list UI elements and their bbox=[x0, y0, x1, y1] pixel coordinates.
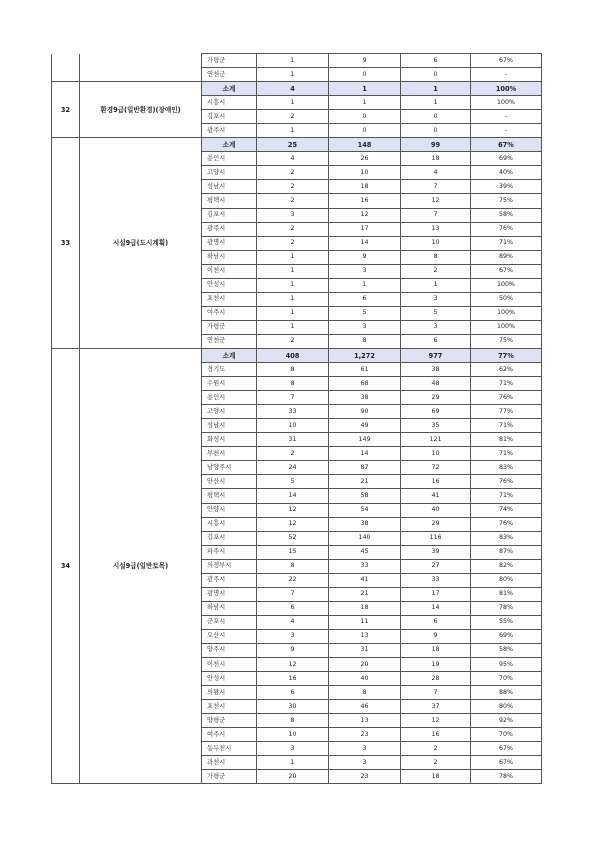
region-cell: 동두천시 bbox=[202, 742, 257, 756]
region-cell: 양평군 bbox=[202, 714, 257, 728]
a-cell: 8 bbox=[257, 377, 329, 391]
rate-cell: 75% bbox=[471, 334, 542, 348]
rate-cell: 100% bbox=[471, 96, 542, 110]
region-cell: 김포시 bbox=[202, 208, 257, 222]
rate-cell: 71% bbox=[471, 236, 542, 250]
a-cell: 52 bbox=[257, 531, 329, 545]
b-cell: 3 bbox=[329, 742, 401, 756]
a-cell: 12 bbox=[257, 658, 329, 672]
c-cell: 2 bbox=[401, 742, 471, 756]
a-cell: 4 bbox=[257, 152, 329, 166]
region-cell: 안성시 bbox=[202, 278, 257, 292]
rate-cell: 82% bbox=[471, 559, 542, 573]
rate-cell: 70% bbox=[471, 672, 542, 686]
c-cell: 18 bbox=[401, 643, 471, 657]
c-cell: 1 bbox=[401, 96, 471, 110]
c-cell: 72 bbox=[401, 461, 471, 475]
b-cell: 41 bbox=[329, 573, 401, 587]
rate-cell: 50% bbox=[471, 292, 542, 306]
region-cell: 광주시 bbox=[202, 573, 257, 587]
c-cell: 17 bbox=[401, 587, 471, 601]
b-cell: 17 bbox=[329, 222, 401, 236]
region-cell: 시흥시 bbox=[202, 517, 257, 531]
region-cell: 하남시 bbox=[202, 250, 257, 264]
rate-cell: 76% bbox=[471, 222, 542, 236]
c-cell: 29 bbox=[401, 391, 471, 405]
a-cell: 8 bbox=[257, 714, 329, 728]
a-cell: 6 bbox=[257, 601, 329, 615]
rate-cell: 80% bbox=[471, 573, 542, 587]
rate-cell: - bbox=[471, 68, 542, 82]
a-cell: 3 bbox=[257, 208, 329, 222]
b-cell: 23 bbox=[329, 728, 401, 742]
table-row bbox=[52, 54, 542, 68]
b-cell: 18 bbox=[329, 180, 401, 194]
region-cell: 시흥시 bbox=[202, 96, 257, 110]
a-cell: 1 bbox=[257, 96, 329, 110]
rate-cell: 87% bbox=[471, 545, 542, 559]
c-cell: 3 bbox=[401, 320, 471, 334]
a-cell: 5 bbox=[257, 475, 329, 489]
rate-cell: - bbox=[471, 110, 542, 124]
rate-cell: 89% bbox=[471, 250, 542, 264]
b-cell: 14 bbox=[329, 236, 401, 250]
subtotal-label: 소계 bbox=[202, 82, 257, 96]
b-cell: 54 bbox=[329, 503, 401, 517]
c-cell: 0 bbox=[401, 68, 471, 82]
b-cell: 0 bbox=[329, 110, 401, 124]
rate-cell: 69% bbox=[471, 152, 542, 166]
region-cell: 오산시 bbox=[202, 629, 257, 643]
c-cell: 0 bbox=[401, 110, 471, 124]
rate-cell: 67% bbox=[471, 742, 542, 756]
a-cell: 2 bbox=[257, 334, 329, 348]
group-title: 환경9급(일반환경)(장애인) bbox=[80, 82, 202, 138]
b-cell: 140 bbox=[329, 531, 401, 545]
region-cell: 양주시 bbox=[202, 643, 257, 657]
rate-cell: 71% bbox=[471, 489, 542, 503]
b-cell: 46 bbox=[329, 700, 401, 714]
region-cell: 여주시 bbox=[202, 728, 257, 742]
a-cell: 8 bbox=[257, 559, 329, 573]
b-cell: 0 bbox=[329, 124, 401, 138]
region-cell: 광명시 bbox=[202, 236, 257, 250]
a-cell: 20 bbox=[257, 770, 329, 784]
c-cell: 14 bbox=[401, 601, 471, 615]
c-cell: 18 bbox=[401, 152, 471, 166]
a-cell: 2 bbox=[257, 236, 329, 250]
b-cell: 3 bbox=[329, 320, 401, 334]
rate-cell: 78% bbox=[471, 770, 542, 784]
a-cell: 12 bbox=[257, 503, 329, 517]
subtotal-row bbox=[52, 348, 542, 362]
region-cell: 의정부시 bbox=[202, 559, 257, 573]
a-cell: 10 bbox=[257, 728, 329, 742]
b-cell: 61 bbox=[329, 363, 401, 377]
rate-cell: 67% bbox=[471, 756, 542, 770]
region-cell: 안성시 bbox=[202, 672, 257, 686]
a-cell: 1 bbox=[257, 278, 329, 292]
rate-cell: 58% bbox=[471, 208, 542, 222]
subtotal-rate-cell: 100% bbox=[471, 82, 542, 96]
region-cell: 광주시 bbox=[202, 124, 257, 138]
c-cell: 12 bbox=[401, 194, 471, 208]
a-cell: 2 bbox=[257, 447, 329, 461]
a-cell: 3 bbox=[257, 742, 329, 756]
c-cell: 6 bbox=[401, 334, 471, 348]
region-cell: 포천시 bbox=[202, 292, 257, 306]
region-cell: 고양시 bbox=[202, 405, 257, 419]
rate-cell: 71% bbox=[471, 377, 542, 391]
a-cell: 24 bbox=[257, 461, 329, 475]
rate-cell: 78% bbox=[471, 601, 542, 615]
c-cell: 7 bbox=[401, 208, 471, 222]
c-cell: 0 bbox=[401, 124, 471, 138]
a-cell: 2 bbox=[257, 110, 329, 124]
b-cell: 21 bbox=[329, 475, 401, 489]
b-cell: 14 bbox=[329, 447, 401, 461]
region-cell: 연천군 bbox=[202, 334, 257, 348]
c-cell: 48 bbox=[401, 377, 471, 391]
group-title: 시설9급(일반토목) bbox=[80, 348, 202, 783]
b-cell: 0 bbox=[329, 68, 401, 82]
a-cell: 12 bbox=[257, 517, 329, 531]
a-cell: 6 bbox=[257, 686, 329, 700]
subtotal-label: 소계 bbox=[202, 348, 257, 362]
group-number: 33 bbox=[52, 138, 80, 349]
subtotal-row bbox=[52, 82, 542, 96]
region-cell: 이천시 bbox=[202, 264, 257, 278]
b-cell: 90 bbox=[329, 405, 401, 419]
c-cell: 121 bbox=[401, 433, 471, 447]
a-cell: 14 bbox=[257, 489, 329, 503]
c-cell: 41 bbox=[401, 489, 471, 503]
region-cell: 안산시 bbox=[202, 475, 257, 489]
region-cell: 성남시 bbox=[202, 419, 257, 433]
subtotal-row bbox=[52, 138, 542, 152]
rate-cell: 81% bbox=[471, 587, 542, 601]
rate-cell: 76% bbox=[471, 391, 542, 405]
b-cell: 1 bbox=[329, 96, 401, 110]
c-cell: 16 bbox=[401, 728, 471, 742]
subtotal-rate-cell: 77% bbox=[471, 348, 542, 362]
rate-cell: 75% bbox=[471, 194, 542, 208]
a-cell: 2 bbox=[257, 180, 329, 194]
b-cell: 3 bbox=[329, 264, 401, 278]
region-cell: 고양시 bbox=[202, 166, 257, 180]
subtotal-rate-cell: 67% bbox=[471, 138, 542, 152]
region-cell: 부천시 bbox=[202, 447, 257, 461]
subtotal-b-cell: 148 bbox=[329, 138, 401, 152]
b-cell: 9 bbox=[329, 54, 401, 68]
subtotal-a-cell: 408 bbox=[257, 348, 329, 362]
c-cell: 2 bbox=[401, 264, 471, 278]
a-cell: 1 bbox=[257, 306, 329, 320]
a-cell: 1 bbox=[257, 264, 329, 278]
region-cell: 평택시 bbox=[202, 194, 257, 208]
b-cell: 38 bbox=[329, 391, 401, 405]
rate-cell: 95% bbox=[471, 658, 542, 672]
c-cell: 6 bbox=[401, 54, 471, 68]
b-cell: 38 bbox=[329, 517, 401, 531]
c-cell: 116 bbox=[401, 531, 471, 545]
rate-cell: 100% bbox=[471, 306, 542, 320]
subtotal-a-cell: 25 bbox=[257, 138, 329, 152]
a-cell: 22 bbox=[257, 573, 329, 587]
c-cell: 19 bbox=[401, 658, 471, 672]
rate-cell: 39% bbox=[471, 180, 542, 194]
region-cell: 안양시 bbox=[202, 503, 257, 517]
b-cell: 58 bbox=[329, 489, 401, 503]
rate-cell: 92% bbox=[471, 714, 542, 728]
b-cell: 16 bbox=[329, 194, 401, 208]
a-cell: 1 bbox=[257, 54, 329, 68]
c-cell: 7 bbox=[401, 180, 471, 194]
a-cell: 2 bbox=[257, 166, 329, 180]
rate-cell: 77% bbox=[471, 405, 542, 419]
c-cell: 6 bbox=[401, 615, 471, 629]
rate-cell: 83% bbox=[471, 461, 542, 475]
subtotal-b-cell: 1 bbox=[329, 82, 401, 96]
rate-cell: 83% bbox=[471, 531, 542, 545]
b-cell: 6 bbox=[329, 292, 401, 306]
rate-cell: 80% bbox=[471, 700, 542, 714]
a-cell: 7 bbox=[257, 391, 329, 405]
subtotal-c-cell: 977 bbox=[401, 348, 471, 362]
recruitment-results-table bbox=[51, 53, 542, 784]
rate-cell: 67% bbox=[471, 54, 542, 68]
rate-cell: 55% bbox=[471, 615, 542, 629]
a-cell: 2 bbox=[257, 222, 329, 236]
a-cell: 7 bbox=[257, 587, 329, 601]
b-cell: 20 bbox=[329, 658, 401, 672]
rate-cell: 100% bbox=[471, 320, 542, 334]
region-cell: 김포시 bbox=[202, 110, 257, 124]
b-cell: 87 bbox=[329, 461, 401, 475]
c-cell: 5 bbox=[401, 306, 471, 320]
b-cell: 49 bbox=[329, 419, 401, 433]
c-cell: 3 bbox=[401, 292, 471, 306]
region-cell: 가평군 bbox=[202, 320, 257, 334]
region-cell: 연천군 bbox=[202, 68, 257, 82]
a-cell: 16 bbox=[257, 672, 329, 686]
a-cell: 33 bbox=[257, 405, 329, 419]
b-cell: 9 bbox=[329, 250, 401, 264]
c-cell: 35 bbox=[401, 419, 471, 433]
c-cell: 29 bbox=[401, 517, 471, 531]
rate-cell: 76% bbox=[471, 475, 542, 489]
c-cell: 40 bbox=[401, 503, 471, 517]
c-cell: 12 bbox=[401, 714, 471, 728]
region-cell: 성남시 bbox=[202, 180, 257, 194]
c-cell: 2 bbox=[401, 756, 471, 770]
b-cell: 149 bbox=[329, 433, 401, 447]
region-cell: 파주시 bbox=[202, 545, 257, 559]
region-cell: 광명시 bbox=[202, 587, 257, 601]
a-cell: 2 bbox=[257, 194, 329, 208]
rate-cell: 88% bbox=[471, 686, 542, 700]
a-cell: 10 bbox=[257, 419, 329, 433]
rate-cell: 67% bbox=[471, 264, 542, 278]
region-cell: 광주시 bbox=[202, 222, 257, 236]
group-number: 34 bbox=[52, 348, 80, 783]
region-cell: 과천시 bbox=[202, 756, 257, 770]
c-cell: 7 bbox=[401, 686, 471, 700]
a-cell: 1 bbox=[257, 756, 329, 770]
rate-cell: 62% bbox=[471, 363, 542, 377]
rate-cell: 71% bbox=[471, 447, 542, 461]
subtotal-label: 소계 bbox=[202, 138, 257, 152]
a-cell: 31 bbox=[257, 433, 329, 447]
rate-cell: 100% bbox=[471, 278, 542, 292]
b-cell: 3 bbox=[329, 756, 401, 770]
c-cell: 33 bbox=[401, 573, 471, 587]
b-cell: 1 bbox=[329, 278, 401, 292]
c-cell: 1 bbox=[401, 278, 471, 292]
b-cell: 21 bbox=[329, 587, 401, 601]
b-cell: 18 bbox=[329, 601, 401, 615]
subtotal-a-cell: 4 bbox=[257, 82, 329, 96]
b-cell: 8 bbox=[329, 686, 401, 700]
group-title: 시설9급(도시계획) bbox=[80, 138, 202, 349]
rate-cell: 69% bbox=[471, 629, 542, 643]
region-cell: 남양주시 bbox=[202, 461, 257, 475]
region-cell: 군포시 bbox=[202, 615, 257, 629]
c-cell: 28 bbox=[401, 672, 471, 686]
b-cell: 23 bbox=[329, 770, 401, 784]
c-cell: 10 bbox=[401, 236, 471, 250]
region-cell: 여주시 bbox=[202, 306, 257, 320]
b-cell: 11 bbox=[329, 615, 401, 629]
subtotal-c-cell: 99 bbox=[401, 138, 471, 152]
c-cell: 27 bbox=[401, 559, 471, 573]
b-cell: 10 bbox=[329, 166, 401, 180]
b-cell: 12 bbox=[329, 208, 401, 222]
a-cell: 1 bbox=[257, 292, 329, 306]
b-cell: 5 bbox=[329, 306, 401, 320]
b-cell: 13 bbox=[329, 629, 401, 643]
rate-cell: 58% bbox=[471, 643, 542, 657]
b-cell: 26 bbox=[329, 152, 401, 166]
a-cell: 15 bbox=[257, 545, 329, 559]
region-cell: 포천시 bbox=[202, 700, 257, 714]
region-cell: 의왕시 bbox=[202, 686, 257, 700]
c-cell: 8 bbox=[401, 250, 471, 264]
region-cell: 가평군 bbox=[202, 54, 257, 68]
rate-cell: 70% bbox=[471, 728, 542, 742]
c-cell: 4 bbox=[401, 166, 471, 180]
group-number bbox=[52, 54, 80, 82]
region-cell: 하남시 bbox=[202, 601, 257, 615]
c-cell: 16 bbox=[401, 475, 471, 489]
rate-cell: 74% bbox=[471, 503, 542, 517]
region-cell: 화성시 bbox=[202, 433, 257, 447]
region-cell: 수원시 bbox=[202, 377, 257, 391]
rate-cell: - bbox=[471, 124, 542, 138]
region-cell: 용인시 bbox=[202, 391, 257, 405]
region-cell: 김포시 bbox=[202, 531, 257, 545]
c-cell: 9 bbox=[401, 629, 471, 643]
c-cell: 18 bbox=[401, 770, 471, 784]
a-cell: 1 bbox=[257, 250, 329, 264]
c-cell: 10 bbox=[401, 447, 471, 461]
rate-cell: 76% bbox=[471, 517, 542, 531]
a-cell: 1 bbox=[257, 124, 329, 138]
subtotal-b-cell: 1,272 bbox=[329, 348, 401, 362]
c-cell: 37 bbox=[401, 700, 471, 714]
a-cell: 1 bbox=[257, 320, 329, 334]
table-body bbox=[52, 54, 542, 784]
b-cell: 33 bbox=[329, 559, 401, 573]
a-cell: 8 bbox=[257, 363, 329, 377]
group-number: 32 bbox=[52, 82, 80, 138]
subtotal-c-cell: 1 bbox=[401, 82, 471, 96]
b-cell: 45 bbox=[329, 545, 401, 559]
region-cell: 경기도 bbox=[202, 363, 257, 377]
c-cell: 39 bbox=[401, 545, 471, 559]
b-cell: 31 bbox=[329, 643, 401, 657]
c-cell: 69 bbox=[401, 405, 471, 419]
region-cell: 가평군 bbox=[202, 770, 257, 784]
region-cell: 용인시 bbox=[202, 152, 257, 166]
b-cell: 68 bbox=[329, 377, 401, 391]
a-cell: 9 bbox=[257, 643, 329, 657]
a-cell: 1 bbox=[257, 68, 329, 82]
b-cell: 40 bbox=[329, 672, 401, 686]
a-cell: 30 bbox=[257, 700, 329, 714]
c-cell: 13 bbox=[401, 222, 471, 236]
a-cell: 4 bbox=[257, 615, 329, 629]
rate-cell: 40% bbox=[471, 166, 542, 180]
b-cell: 8 bbox=[329, 334, 401, 348]
group-title bbox=[80, 54, 202, 82]
b-cell: 13 bbox=[329, 714, 401, 728]
a-cell: 3 bbox=[257, 629, 329, 643]
c-cell: 38 bbox=[401, 363, 471, 377]
rate-cell: 71% bbox=[471, 419, 542, 433]
region-cell: 평택시 bbox=[202, 489, 257, 503]
region-cell: 이천시 bbox=[202, 658, 257, 672]
rate-cell: 81% bbox=[471, 433, 542, 447]
